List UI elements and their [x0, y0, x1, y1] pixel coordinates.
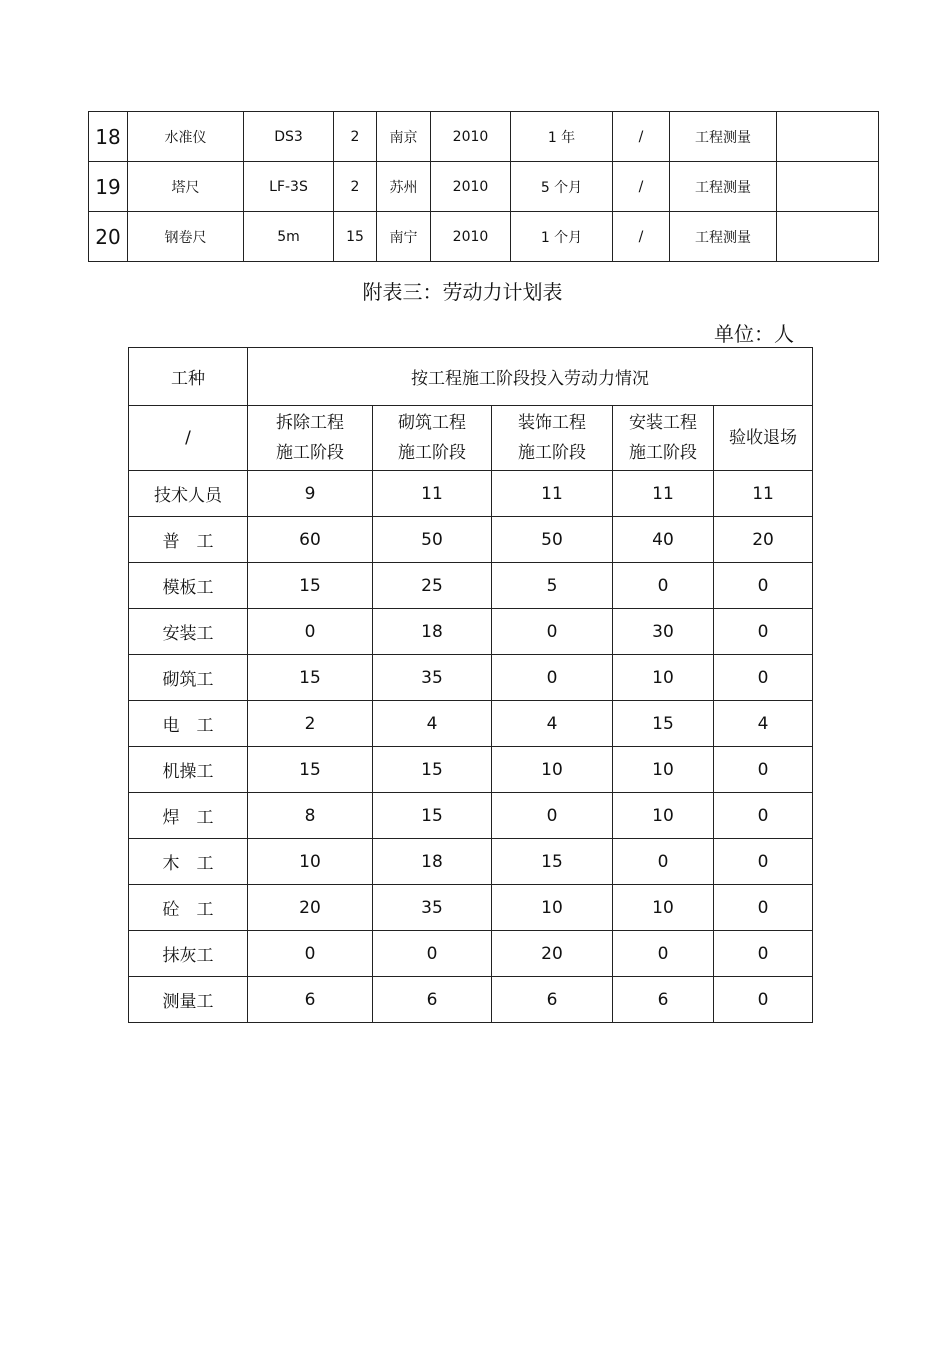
labor-trade: 木 工 [129, 839, 248, 885]
header-stage-0 [248, 406, 373, 471]
labor-value: 10 [613, 747, 714, 793]
labor-value: 11 [373, 471, 492, 517]
equipment-cell-year: 2010 [431, 162, 511, 212]
labor-value: 0 [492, 609, 613, 655]
labor-value: 2 [248, 701, 373, 747]
labor-row [129, 701, 813, 747]
labor-value: 6 [492, 977, 613, 1023]
labor-value: 35 [373, 885, 492, 931]
equipment-cell-year: 2010 [431, 112, 511, 162]
labor-row [129, 793, 813, 839]
equipment-cell-power: / [613, 162, 670, 212]
labor-value: 0 [714, 839, 813, 885]
equipment-cell-origin: 南宁 [377, 212, 431, 262]
labor-value: 15 [248, 655, 373, 701]
labor-value: 9 [248, 471, 373, 517]
equipment-cell-no: 18 [89, 112, 128, 162]
labor-trade: 模板工 [129, 563, 248, 609]
labor-row [129, 517, 813, 563]
labor-value: 0 [714, 885, 813, 931]
header-stage-line: 施工阶段 [629, 443, 697, 463]
labor-row [129, 609, 813, 655]
labor-plan-table [128, 347, 813, 1023]
equipment-cell-origin: 南京 [377, 112, 431, 162]
header-stage-line: 施工阶段 [518, 443, 586, 463]
equipment-row [89, 162, 879, 212]
header-stage-line: 砌筑工程 [398, 413, 466, 433]
labor-value: 20 [248, 885, 373, 931]
equipment-cell-no: 20 [89, 212, 128, 262]
header-trade: 工种 [129, 348, 248, 406]
labor-value: 11 [492, 471, 613, 517]
labor-trade: 普 工 [129, 517, 248, 563]
labor-trade: 技术人员 [129, 471, 248, 517]
equipment-cell-note [777, 112, 879, 162]
equipment-cell-no: 19 [89, 162, 128, 212]
labor-value: 25 [373, 563, 492, 609]
equipment-cell-name: 塔尺 [128, 162, 244, 212]
labor-value: 0 [714, 793, 813, 839]
labor-value: 0 [492, 793, 613, 839]
labor-value: 0 [492, 655, 613, 701]
header-stage-group: 按工程施工阶段投入劳动力情况 [248, 348, 813, 406]
header-stage-4 [714, 406, 813, 471]
labor-value: 0 [248, 609, 373, 655]
labor-value: 4 [492, 701, 613, 747]
labor-value: 10 [492, 885, 613, 931]
equipment-cell-note [777, 212, 879, 262]
equipment-cell-name: 水准仪 [128, 112, 244, 162]
equipment-cell-duration: 1 年 [511, 112, 613, 162]
header-stage-3 [613, 406, 714, 471]
equipment-cell-model: LF-3S [244, 162, 334, 212]
labor-value: 0 [613, 931, 714, 977]
equipment-cell-qty: 2 [334, 112, 377, 162]
equipment-cell-name: 钢卷尺 [128, 212, 244, 262]
header-slash: / [129, 406, 248, 471]
labor-row [129, 747, 813, 793]
labor-row [129, 563, 813, 609]
equipment-cell-qty: 2 [334, 162, 377, 212]
labor-stage-row [129, 406, 813, 471]
labor-row [129, 885, 813, 931]
labor-trade: 安装工 [129, 609, 248, 655]
labor-trade: 抹灰工 [129, 931, 248, 977]
equipment-cell-use: 工程测量 [670, 112, 777, 162]
labor-value: 20 [714, 517, 813, 563]
labor-trade: 电 工 [129, 701, 248, 747]
labor-value: 35 [373, 655, 492, 701]
header-stage-line: 施工阶段 [398, 443, 466, 463]
labor-value: 6 [613, 977, 714, 1023]
labor-value: 0 [613, 839, 714, 885]
labor-trade: 焊 工 [129, 793, 248, 839]
labor-value: 15 [373, 793, 492, 839]
labor-row [129, 931, 813, 977]
labor-value: 0 [714, 747, 813, 793]
labor-value: 30 [613, 609, 714, 655]
labor-trade: 机操工 [129, 747, 248, 793]
equipment-table [88, 111, 879, 262]
labor-trade: 砌筑工 [129, 655, 248, 701]
labor-value: 0 [714, 609, 813, 655]
equipment-cell-duration: 5 个月 [511, 162, 613, 212]
labor-value: 10 [248, 839, 373, 885]
header-stage-line: 装饰工程 [518, 413, 586, 433]
equipment-cell-model: DS3 [244, 112, 334, 162]
equipment-cell-use: 工程测量 [670, 212, 777, 262]
header-stage-line: 验收退场 [729, 428, 797, 448]
labor-value: 10 [613, 885, 714, 931]
labor-value: 0 [373, 931, 492, 977]
labor-value: 10 [613, 655, 714, 701]
labor-value: 15 [613, 701, 714, 747]
equipment-cell-use: 工程测量 [670, 162, 777, 212]
labor-value: 11 [714, 471, 813, 517]
equipment-cell-power: / [613, 112, 670, 162]
header-stage-line: 拆除工程 [276, 413, 344, 433]
labor-value: 0 [248, 931, 373, 977]
labor-value: 6 [248, 977, 373, 1023]
labor-value: 0 [714, 563, 813, 609]
equipment-cell-duration: 1 个月 [511, 212, 613, 262]
labor-header-row [129, 348, 813, 406]
labor-value: 60 [248, 517, 373, 563]
equipment-cell-note [777, 162, 879, 212]
header-stage-2 [492, 406, 613, 471]
labor-value: 8 [248, 793, 373, 839]
labor-row [129, 977, 813, 1023]
equipment-cell-year: 2010 [431, 212, 511, 262]
labor-value: 10 [613, 793, 714, 839]
header-stage-line: 安装工程 [629, 413, 697, 433]
labor-value: 0 [613, 563, 714, 609]
labor-value: 5 [492, 563, 613, 609]
labor-value: 50 [492, 517, 613, 563]
labor-value: 20 [492, 931, 613, 977]
labor-table-title: 附表三：劳动力计划表 [362, 280, 563, 304]
labor-value: 15 [248, 563, 373, 609]
equipment-cell-origin: 苏州 [377, 162, 431, 212]
labor-value: 15 [492, 839, 613, 885]
labor-value: 4 [373, 701, 492, 747]
labor-row [129, 471, 813, 517]
unit-label: 单位：人 [714, 322, 794, 346]
equipment-row [89, 112, 879, 162]
labor-value: 40 [613, 517, 714, 563]
labor-value: 10 [492, 747, 613, 793]
labor-trade: 砼 工 [129, 885, 248, 931]
labor-value: 11 [613, 471, 714, 517]
labor-value: 15 [248, 747, 373, 793]
labor-value: 0 [714, 655, 813, 701]
equipment-cell-qty: 15 [334, 212, 377, 262]
labor-value: 0 [714, 977, 813, 1023]
labor-value: 6 [373, 977, 492, 1023]
equipment-cell-power: / [613, 212, 670, 262]
header-stage-1 [373, 406, 492, 471]
labor-row [129, 839, 813, 885]
labor-trade: 测量工 [129, 977, 248, 1023]
labor-value: 4 [714, 701, 813, 747]
labor-value: 50 [373, 517, 492, 563]
labor-row [129, 655, 813, 701]
header-stage-line: 施工阶段 [276, 443, 344, 463]
equipment-row [89, 212, 879, 262]
labor-value: 18 [373, 839, 492, 885]
labor-value: 18 [373, 609, 492, 655]
labor-value: 15 [373, 747, 492, 793]
equipment-cell-model: 5m [244, 212, 334, 262]
labor-value: 0 [714, 931, 813, 977]
